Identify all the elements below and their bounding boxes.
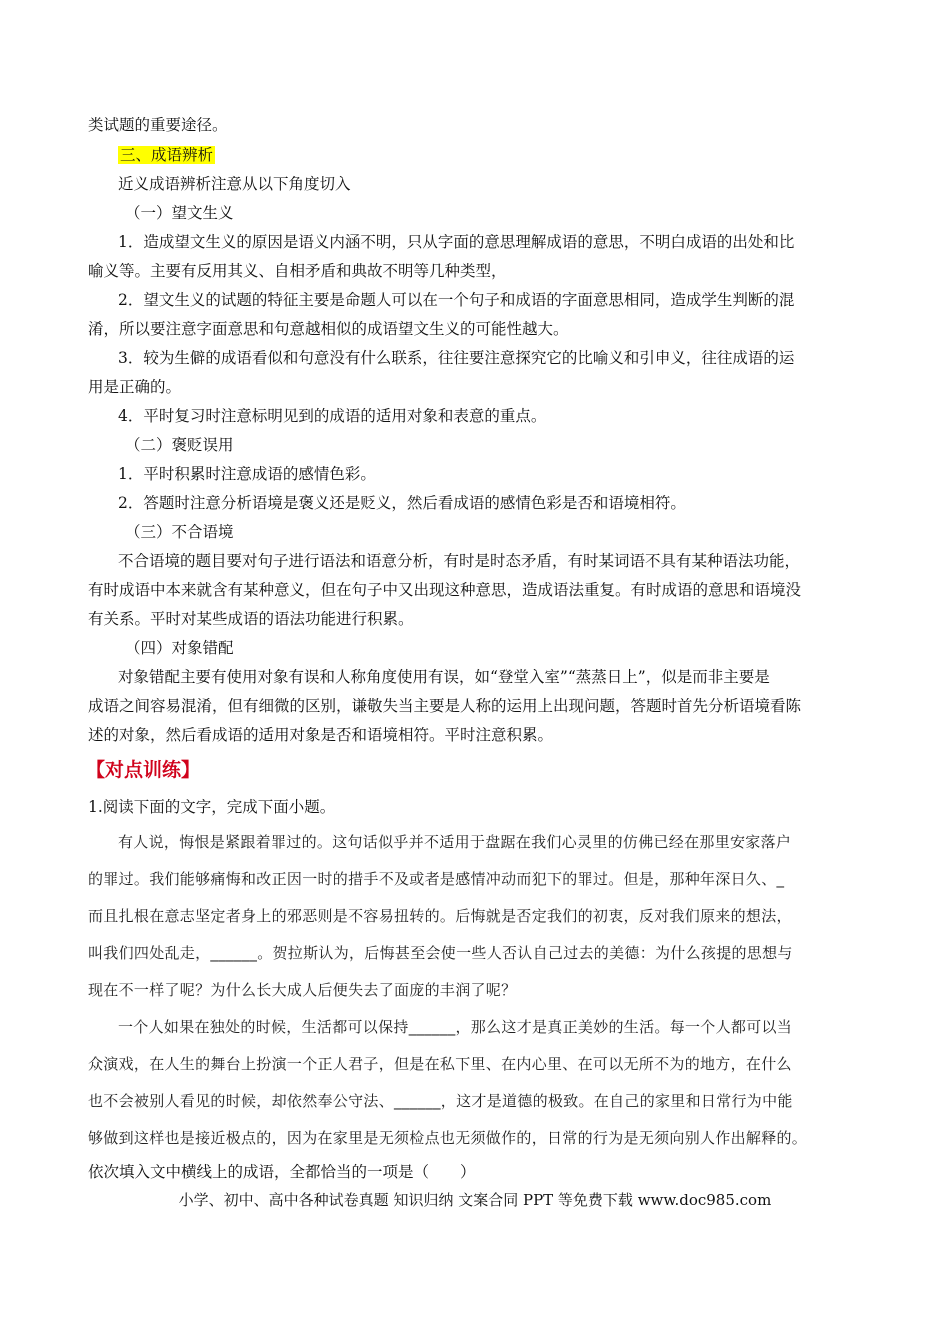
- text-line: 1．平时积累时注意成语的感情色彩。: [118, 465, 376, 483]
- text-line: 4．平时复习时注意标明见到的成语的适用对象和表意的重点。: [118, 407, 547, 425]
- page-footer: 小学、初中、高中各种试卷真题 知识归纳 文案合同 PPT 等免费下载 www.doc985.com: [178, 1191, 772, 1209]
- text-line: 近义成语辨析注意从以下角度切入: [118, 175, 351, 193]
- passage-line: 有人说，悔恨是紧跟着罪过的。这句话似乎并不适用于盘踞在我们心灵里的仿佛已经在那里安家落户: [118, 833, 792, 851]
- text-line: 有时成语中本来就含有某种意义，但在句子中又出现这种意思，造成语法重复。有时成语的意思和语境没: [88, 581, 802, 599]
- passage-line: 够做到这样也是接近极点的，因为在家里是无须检点也无须做作的，日常的行为是无须向别人作出解释的。: [88, 1129, 808, 1147]
- text-line: 不合语境的题目要对句子进行语法和语意分析，有时是时态矛盾，有时某词语不具有某种语法功能，: [118, 552, 801, 570]
- section-heading: [118, 145, 893, 165]
- question-intro: 1.阅读下面的文字，完成下面小题。: [88, 798, 336, 816]
- text-line: 类试题的重要途径。: [88, 116, 228, 134]
- training-heading: 【对点训练】: [86, 759, 201, 781]
- subsection-heading: （一）望文生义: [125, 204, 234, 222]
- subsection-heading: （四）对象错配: [125, 639, 234, 657]
- subsection-heading: （二）褒贬误用: [125, 436, 234, 454]
- highlighted-heading: 三、成语辨析: [120, 146, 214, 164]
- passage-line: 叫我们四处乱走，______。贺拉斯认为，后悔甚至会使一些人否认自己过去的美德：为什么孩提的思想与: [88, 944, 793, 962]
- passage-line: 众演戏，在人生的舞台上扮演一个正人君子，但是在私下里、在内心里、在可以无所不为的地方，在什么: [88, 1055, 792, 1073]
- text-line: 用是正确的。: [88, 378, 182, 396]
- text-line: 3．较为生僻的成语看似和句意没有什么联系，往往要注意探究它的比喻义和引申义，往往成语的运: [118, 349, 795, 367]
- subsection-heading: （三）不合语境: [125, 523, 234, 541]
- text-line: 述的对象，然后看成语的适用对象是否和语境相符。平时注意积累。: [88, 726, 554, 744]
- text-line: 淆，所以要注意字面意思和句意越相似的成语望文生义的可能性越大。: [88, 320, 569, 338]
- passage-line: 现在不一样了呢？为什么长大成人后便失去了面庞的丰润了呢？: [88, 981, 517, 999]
- question-stem: 依次填入文中横线上的成语，全都恰当的一项是（ ）: [88, 1163, 476, 1181]
- text-line: 1．造成望文生义的原因是语义内涵不明，只从字面的意思理解成语的意思，不明白成语的出处和比: [118, 233, 795, 251]
- text-line: 2．答题时注意分析语境是褒义还是贬义，然后看成语的感情色彩是否和语境相符。: [118, 494, 686, 512]
- text-line: 有关系。平时对某些成语的语法功能进行积累。: [88, 610, 414, 628]
- passage-line: 而且扎根在意志坚定者身上的邪恶则是不容易扭转的。后悔就是否定我们的初衷，反对我们原来的想法，: [88, 907, 792, 925]
- passage-line: 也不会被别人看见的时候，却依然奉公守法、______，这才是道德的极致。在自己的家里和日常行为中能: [88, 1092, 793, 1110]
- passage-line: 一个人如果在独处的时候，生活都可以保持______，那么这才是真正美妙的生活。每一个人都可以当: [118, 1018, 793, 1036]
- text-line: 喻义等。主要有反用其义、自相矛盾和典故不明等几种类型，: [88, 262, 507, 280]
- text-line: 对象错配主要有使用对象有误和人称角度使用有误，如“登堂入室”“蒸蒸日上”，似是而非主要是: [118, 668, 770, 686]
- passage-line: 的罪过。我们能够痛悔和改正因一时的措手不及或者是感情冲动而犯下的罪过。但是，那种年深日久、_: [88, 870, 785, 888]
- text-line: 成语之间容易混淆，但有细微的区别，谦敬失当主要是人称的运用上出现问题，答题时首先分析语境看陈: [88, 697, 802, 715]
- text-line: 2．望文生义的试题的特征主要是命题人可以在一个句子和成语的字面意思相同，造成学生判断的混: [118, 291, 795, 309]
